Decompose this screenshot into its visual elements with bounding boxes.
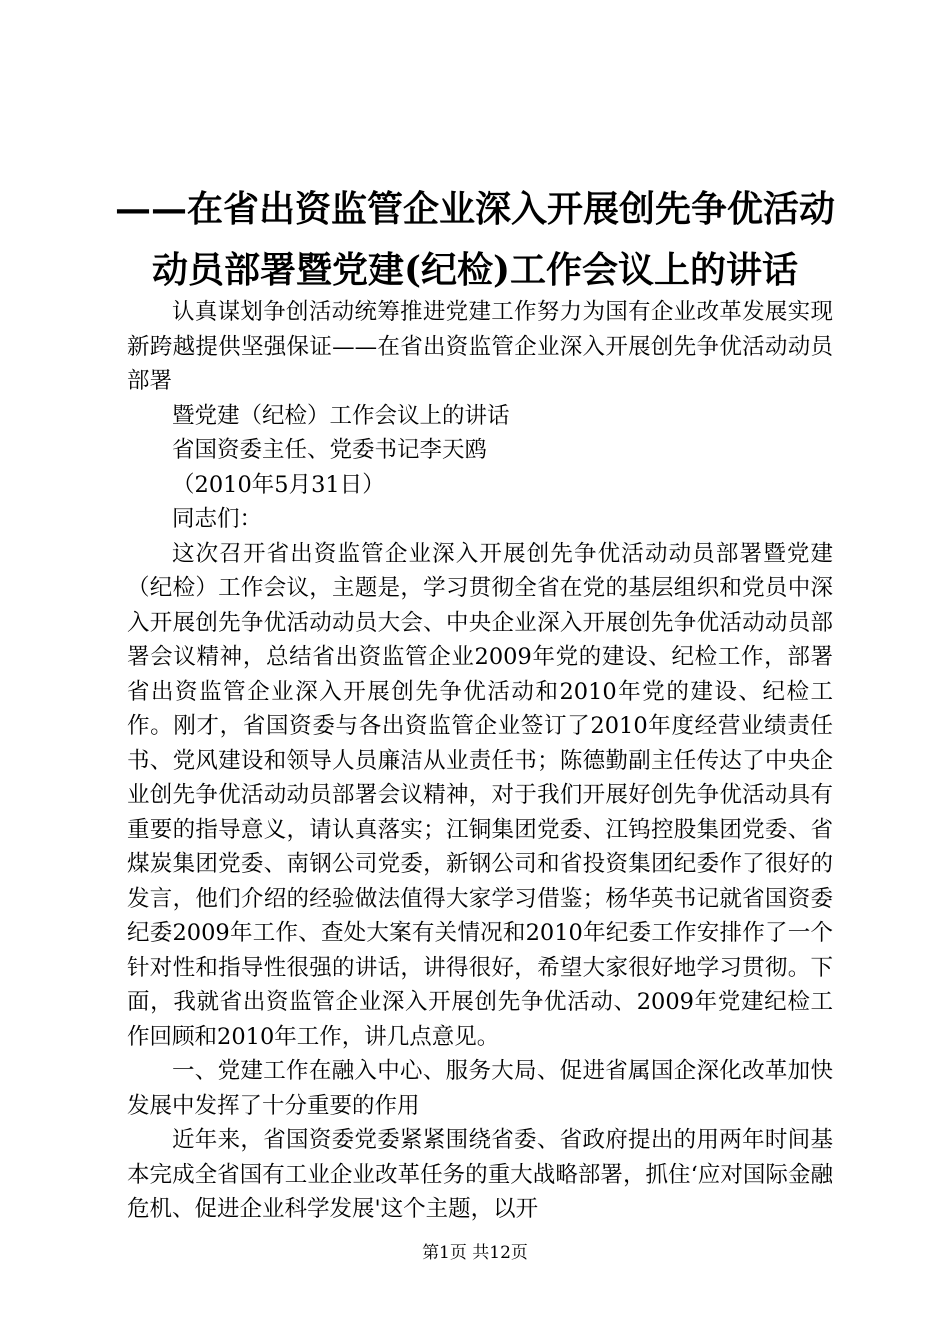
speaker-line: 省国资委主任、党委书记李天鸥 <box>172 437 488 463</box>
document-title-line-2: 动员部署暨党建(纪检)工作会议上的讲话 <box>151 249 799 291</box>
page-footer: 第1页 共12页 <box>422 1243 528 1263</box>
document-title-line-1: ——在省出资监管企业深入开展创先争优活动 <box>114 188 835 230</box>
body-paragraph: 暨党建（纪检）工作会议上的讲话 <box>172 402 510 429</box>
section-heading: 一、党建工作在融入中心、服务大局、促进省属国企深化改革加快发展中发挥了十分重要的作用 <box>127 1058 833 1119</box>
body-paragraph: 认真谋划争创活动统筹推进党建工作努力为国有企业改革发展实现新跨越提供坚强保证——在省出资监管企业深入开展创先争优活动动员部署 <box>127 299 833 394</box>
body-paragraph: 近年来，省国资委党委紧紧围绕省委、省政府提出的用两年时间基本完成全省国有工业企业改革任务的重大战略部署，抓住‘应对国际金融危机、促进企业科学发展'这个主题，以开 <box>127 1127 833 1222</box>
body-paragraph: 这次召开省出资监管企业深入开展创先争优活动动员部署暨党建（纪检）工作会议，主题是，学习贯彻全省在党的基层组织和党员中深入开展创先争优活动动员大会、中央企业深入开展创先争优活动动员部署会议精神，总结省出资监管企业2009年党的建设、纪检工作，部署省出资监管企业深入开展创先争优活动和2010年党的建设、纪检工作。刚才，省国资委与各出资监管企业签订了2010年度经营业绩责任书、党风建设和领导人员廉洁从业责任书；陈德勤副主任传达了中央企业创先争优活动动员部署会议精神，对于我们开展好创先争优活动具有重要的指导意义，请认真落实；江铜集团党委、江钨控股集团党委、省煤炭集团党委、南钢公司党委，新钢公司和省投资集团纪委作了很好的发言，他们介绍的经验做法值得大家学习借鉴；杨华英书记就省国资委纪委2009年工作、查处大案有关情况和2010年纪委工作安排作了一个针对性和指导性很强的讲话，讲得很好，希望大家很好地学习贯彻。下面，我就省出资监管企业深入开展创先争优活动、2009年党建纪检工作回顾和2010年工作，讲几点意见。 <box>127 540 833 1050</box>
date-line: （2010年5月31日） <box>172 471 385 498</box>
document-body <box>127 295 833 1227</box>
salutation: 同志们： <box>172 506 263 532</box>
